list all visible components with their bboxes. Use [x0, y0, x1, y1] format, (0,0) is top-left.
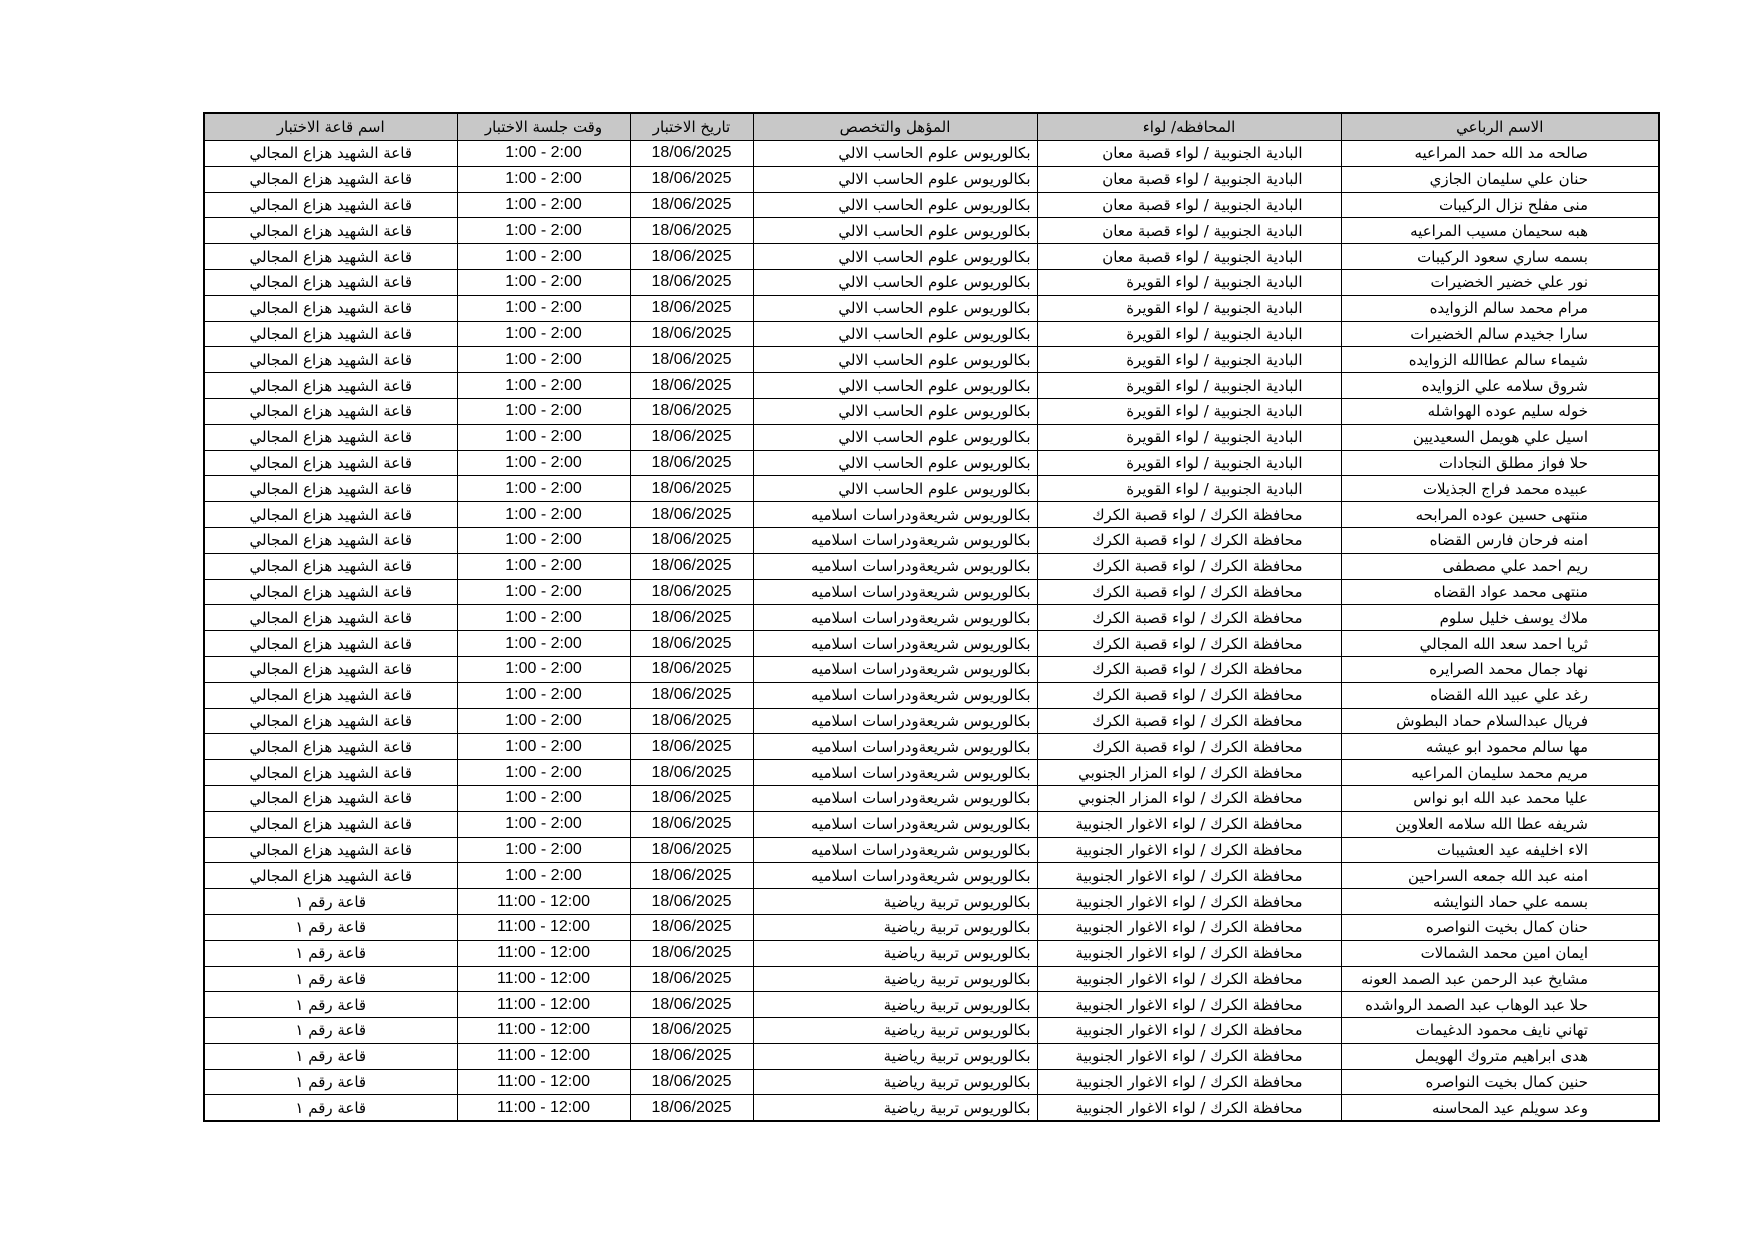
- table-row: [204, 579, 1659, 605]
- governorate-cell: محافظة الكرك / لواء الاغوار الجنوبية: [1037, 1043, 1341, 1069]
- governorate-cell: البادية الجنوبية / لواء قصبة معان: [1037, 244, 1341, 270]
- full-name-cell: وعد سويلم عيد المحاسنه: [1341, 1095, 1659, 1121]
- table-row: [204, 502, 1659, 528]
- exam-date-cell: 18/06/2025: [630, 398, 753, 424]
- exam-time-cell: 11:00 - 12:00: [457, 1018, 630, 1044]
- qualification-cell: بكالوريوس شريعةودراسات اسلاميه: [753, 734, 1037, 760]
- governorate-cell: البادية الجنوبية / لواء القويرة: [1037, 450, 1341, 476]
- governorate-cell: محافظة الكرك / لواء قصبة الكرك: [1037, 656, 1341, 682]
- qualification-cell: بكالوريوس شريعةودراسات اسلاميه: [753, 579, 1037, 605]
- exam-date-cell: 18/06/2025: [630, 579, 753, 605]
- full-name-cell: شريفه عطا الله سلامه العلاوين: [1341, 811, 1659, 837]
- qualification-cell: بكالوريوس علوم الحاسب الالي: [753, 141, 1037, 167]
- exam-time-cell: 1:00 - 2:00: [457, 476, 630, 502]
- qualification-cell: بكالوريوس علوم الحاسب الالي: [753, 476, 1037, 502]
- table-row: [204, 553, 1659, 579]
- exam-time-cell: 1:00 - 2:00: [457, 166, 630, 192]
- exam-room-cell: قاعة الشهيد هزاع المجالي: [204, 166, 457, 192]
- exam-schedule-table: [203, 112, 1660, 1122]
- exam-date-cell: 18/06/2025: [630, 889, 753, 915]
- full-name-cell: بسمه علي حماد النوايشه: [1341, 889, 1659, 915]
- table-row: [204, 192, 1659, 218]
- qualification-cell: بكالوريوس شريعةودراسات اسلاميه: [753, 837, 1037, 863]
- governorate-cell: البادية الجنوبية / لواء القويرة: [1037, 295, 1341, 321]
- full-name-cell: اسيل علي هويمل السعيديين: [1341, 424, 1659, 450]
- header-exam-time: وقت جلسة الاختبار: [457, 113, 630, 141]
- exam-time-cell: 11:00 - 12:00: [457, 914, 630, 940]
- exam-time-cell: 1:00 - 2:00: [457, 682, 630, 708]
- table-row: [204, 966, 1659, 992]
- qualification-cell: بكالوريوس تربية رياضية: [753, 1043, 1037, 1069]
- exam-date-cell: 18/06/2025: [630, 1095, 753, 1121]
- governorate-cell: محافظة الكرك / لواء قصبة الكرك: [1037, 605, 1341, 631]
- governorate-cell: محافظة الكرك / لواء الاغوار الجنوبية: [1037, 940, 1341, 966]
- qualification-cell: بكالوريوس شريعةودراسات اسلاميه: [753, 631, 1037, 657]
- qualification-cell: بكالوريوس علوم الحاسب الالي: [753, 398, 1037, 424]
- governorate-cell: البادية الجنوبية / لواء القويرة: [1037, 373, 1341, 399]
- exam-date-cell: 18/06/2025: [630, 347, 753, 373]
- exam-room-cell: قاعة الشهيد هزاع المجالي: [204, 734, 457, 760]
- full-name-cell: مها سالم محمود ابو عيشه: [1341, 734, 1659, 760]
- exam-time-cell: 1:00 - 2:00: [457, 579, 630, 605]
- exam-time-cell: 1:00 - 2:00: [457, 837, 630, 863]
- exam-date-cell: 18/06/2025: [630, 811, 753, 837]
- exam-room-cell: قاعة الشهيد هزاع المجالي: [204, 553, 457, 579]
- table-row: [204, 734, 1659, 760]
- exam-room-cell: قاعة الشهيد هزاع المجالي: [204, 863, 457, 889]
- qualification-cell: بكالوريوس علوم الحاسب الالي: [753, 450, 1037, 476]
- exam-time-cell: 11:00 - 12:00: [457, 1043, 630, 1069]
- governorate-cell: البادية الجنوبية / لواء قصبة معان: [1037, 218, 1341, 244]
- exam-date-cell: 18/06/2025: [630, 734, 753, 760]
- qualification-cell: بكالوريوس تربية رياضية: [753, 914, 1037, 940]
- governorate-cell: محافظة الكرك / لواء الاغوار الجنوبية: [1037, 837, 1341, 863]
- governorate-cell: محافظة الكرك / لواء الاغوار الجنوبية: [1037, 914, 1341, 940]
- qualification-cell: بكالوريوس علوم الحاسب الالي: [753, 218, 1037, 244]
- exam-time-cell: 11:00 - 12:00: [457, 940, 630, 966]
- full-name-cell: مشايخ عبد الرحمن عبد الصمد العونه: [1341, 966, 1659, 992]
- table-body: [204, 141, 1659, 1122]
- exam-room-cell: قاعة الشهيد هزاع المجالي: [204, 321, 457, 347]
- qualification-cell: بكالوريوس تربية رياضية: [753, 1018, 1037, 1044]
- qualification-cell: بكالوريوس علوم الحاسب الالي: [753, 373, 1037, 399]
- full-name-cell: مريم محمد سليمان المراعيه: [1341, 760, 1659, 786]
- full-name-cell: منى مفلح نزال الركيبات: [1341, 192, 1659, 218]
- governorate-cell: البادية الجنوبية / لواء قصبة معان: [1037, 141, 1341, 167]
- exam-room-cell: قاعة الشهيد هزاع المجالي: [204, 631, 457, 657]
- full-name-cell: عليا محمد عبد الله ابو نواس: [1341, 785, 1659, 811]
- qualification-cell: بكالوريوس شريعةودراسات اسلاميه: [753, 760, 1037, 786]
- full-name-cell: رغد علي عبيد الله القضاه: [1341, 682, 1659, 708]
- exam-room-cell: قاعة الشهيد هزاع المجالي: [204, 218, 457, 244]
- exam-time-cell: 1:00 - 2:00: [457, 785, 630, 811]
- exam-time-cell: 1:00 - 2:00: [457, 811, 630, 837]
- table-row: [204, 837, 1659, 863]
- table-row: [204, 914, 1659, 940]
- exam-time-cell: 1:00 - 2:00: [457, 269, 630, 295]
- table-row: [204, 269, 1659, 295]
- exam-date-cell: 18/06/2025: [630, 631, 753, 657]
- table-header-row: [204, 113, 1659, 141]
- exam-date-cell: 18/06/2025: [630, 605, 753, 631]
- governorate-cell: محافظة الكرك / لواء قصبة الكرك: [1037, 631, 1341, 657]
- exam-time-cell: 1:00 - 2:00: [457, 631, 630, 657]
- exam-date-cell: 18/06/2025: [630, 269, 753, 295]
- exam-room-cell: قاعة رقم ١: [204, 966, 457, 992]
- exam-room-cell: قاعة رقم ١: [204, 1069, 457, 1095]
- full-name-cell: ثريا احمد سعد الله المجالي: [1341, 631, 1659, 657]
- full-name-cell: مرام محمد سالم الزوايده: [1341, 295, 1659, 321]
- exam-date-cell: 18/06/2025: [630, 940, 753, 966]
- exam-time-cell: 1:00 - 2:00: [457, 424, 630, 450]
- governorate-cell: محافظة الكرك / لواء قصبة الكرك: [1037, 553, 1341, 579]
- exam-date-cell: 18/06/2025: [630, 992, 753, 1018]
- table-row: [204, 605, 1659, 631]
- table-row: [204, 295, 1659, 321]
- full-name-cell: حلا فواز مطلق النجادات: [1341, 450, 1659, 476]
- governorate-cell: البادية الجنوبية / لواء القويرة: [1037, 398, 1341, 424]
- exam-room-cell: قاعة الشهيد هزاع المجالي: [204, 579, 457, 605]
- exam-date-cell: 18/06/2025: [630, 1069, 753, 1095]
- qualification-cell: بكالوريوس تربية رياضية: [753, 1069, 1037, 1095]
- qualification-cell: بكالوريوس شريعةودراسات اسلاميه: [753, 785, 1037, 811]
- qualification-cell: بكالوريوس علوم الحاسب الالي: [753, 269, 1037, 295]
- governorate-cell: البادية الجنوبية / لواء القويرة: [1037, 269, 1341, 295]
- governorate-cell: محافظة الكرك / لواء الاغوار الجنوبية: [1037, 863, 1341, 889]
- qualification-cell: بكالوريوس شريعةودراسات اسلاميه: [753, 863, 1037, 889]
- exam-room-cell: قاعة الشهيد هزاع المجالي: [204, 682, 457, 708]
- qualification-cell: بكالوريوس تربية رياضية: [753, 940, 1037, 966]
- exam-room-cell: قاعة الشهيد هزاع المجالي: [204, 244, 457, 270]
- full-name-cell: عبيده محمد فراج الجذيلات: [1341, 476, 1659, 502]
- table-row: [204, 656, 1659, 682]
- governorate-cell: محافظة الكرك / لواء المزار الجنوبي: [1037, 760, 1341, 786]
- table-row: [204, 373, 1659, 399]
- exam-room-cell: قاعة الشهيد هزاع المجالي: [204, 141, 457, 167]
- exam-date-cell: 18/06/2025: [630, 785, 753, 811]
- exam-date-cell: 18/06/2025: [630, 708, 753, 734]
- table-row: [204, 1069, 1659, 1095]
- governorate-cell: محافظة الكرك / لواء الاغوار الجنوبية: [1037, 1018, 1341, 1044]
- full-name-cell: هدى ابراهيم متروك الهويمل: [1341, 1043, 1659, 1069]
- exam-room-cell: قاعة الشهيد هزاع المجالي: [204, 837, 457, 863]
- governorate-cell: البادية الجنوبية / لواء قصبة معان: [1037, 166, 1341, 192]
- qualification-cell: بكالوريوس شريعةودراسات اسلاميه: [753, 527, 1037, 553]
- table-row: [204, 141, 1659, 167]
- full-name-cell: تهاني نايف محمود الدغيمات: [1341, 1018, 1659, 1044]
- exam-room-cell: قاعة رقم ١: [204, 1095, 457, 1121]
- governorate-cell: محافظة الكرك / لواء قصبة الكرك: [1037, 708, 1341, 734]
- table-row: [204, 1018, 1659, 1044]
- exam-time-cell: 1:00 - 2:00: [457, 605, 630, 631]
- exam-date-cell: 18/06/2025: [630, 218, 753, 244]
- qualification-cell: بكالوريوس تربية رياضية: [753, 966, 1037, 992]
- exam-room-cell: قاعة الشهيد هزاع المجالي: [204, 424, 457, 450]
- header-governorate: المحافظه/ لواء: [1037, 113, 1341, 141]
- exam-room-cell: قاعة الشهيد هزاع المجالي: [204, 527, 457, 553]
- exam-time-cell: 11:00 - 12:00: [457, 992, 630, 1018]
- table-row: [204, 682, 1659, 708]
- table-row: [204, 708, 1659, 734]
- governorate-cell: محافظة الكرك / لواء الاغوار الجنوبية: [1037, 811, 1341, 837]
- qualification-cell: بكالوريوس علوم الحاسب الالي: [753, 192, 1037, 218]
- header-full-name: الاسم الرباعي: [1341, 113, 1659, 141]
- exam-room-cell: قاعة الشهيد هزاع المجالي: [204, 269, 457, 295]
- header-qualification: المؤهل والتخصص: [753, 113, 1037, 141]
- exam-date-cell: 18/06/2025: [630, 914, 753, 940]
- exam-date-cell: 18/06/2025: [630, 553, 753, 579]
- qualification-cell: بكالوريوس شريعةودراسات اسلاميه: [753, 708, 1037, 734]
- exam-room-cell: قاعة الشهيد هزاع المجالي: [204, 760, 457, 786]
- exam-room-cell: قاعة رقم ١: [204, 889, 457, 915]
- governorate-cell: محافظة الكرك / لواء الاغوار الجنوبية: [1037, 889, 1341, 915]
- table-row: [204, 863, 1659, 889]
- table-row: [204, 347, 1659, 373]
- governorate-cell: البادية الجنوبية / لواء قصبة معان: [1037, 192, 1341, 218]
- exam-room-cell: قاعة الشهيد هزاع المجالي: [204, 476, 457, 502]
- table-row: [204, 218, 1659, 244]
- full-name-cell: الاء اخليفه عيد العشيبات: [1341, 837, 1659, 863]
- exam-time-cell: 1:00 - 2:00: [457, 398, 630, 424]
- exam-date-cell: 18/06/2025: [630, 656, 753, 682]
- qualification-cell: بكالوريوس تربية رياضية: [753, 992, 1037, 1018]
- exam-room-cell: قاعة الشهيد هزاع المجالي: [204, 785, 457, 811]
- table-row: [204, 527, 1659, 553]
- qualification-cell: بكالوريوس تربية رياضية: [753, 1095, 1037, 1121]
- exam-time-cell: 1:00 - 2:00: [457, 527, 630, 553]
- qualification-cell: بكالوريوس شريعةودراسات اسلاميه: [753, 656, 1037, 682]
- full-name-cell: حنين كمال بخيت النواصره: [1341, 1069, 1659, 1095]
- governorate-cell: محافظة الكرك / لواء قصبة الكرك: [1037, 682, 1341, 708]
- governorate-cell: محافظة الكرك / لواء الاغوار الجنوبية: [1037, 1069, 1341, 1095]
- full-name-cell: صالحه مد الله حمد المراعيه: [1341, 141, 1659, 167]
- exam-date-cell: 18/06/2025: [630, 424, 753, 450]
- governorate-cell: محافظة الكرك / لواء الاغوار الجنوبية: [1037, 966, 1341, 992]
- exam-room-cell: قاعة الشهيد هزاع المجالي: [204, 502, 457, 528]
- full-name-cell: منتهى حسين عوده المرابحه: [1341, 502, 1659, 528]
- qualification-cell: بكالوريوس شريعةودراسات اسلاميه: [753, 605, 1037, 631]
- exam-time-cell: 1:00 - 2:00: [457, 450, 630, 476]
- exam-time-cell: 1:00 - 2:00: [457, 373, 630, 399]
- full-name-cell: ريم احمد علي مصطفى: [1341, 553, 1659, 579]
- exam-date-cell: 18/06/2025: [630, 1018, 753, 1044]
- exam-time-cell: 1:00 - 2:00: [457, 760, 630, 786]
- header-exam-room: اسم قاعة الاختبار: [204, 113, 457, 141]
- full-name-cell: سارا جخيدم سالم الخضيرات: [1341, 321, 1659, 347]
- exam-time-cell: 11:00 - 12:00: [457, 966, 630, 992]
- table-row: [204, 321, 1659, 347]
- exam-time-cell: 11:00 - 12:00: [457, 1069, 630, 1095]
- exam-date-cell: 18/06/2025: [630, 166, 753, 192]
- table-row: [204, 450, 1659, 476]
- exam-date-cell: 18/06/2025: [630, 1043, 753, 1069]
- full-name-cell: منتهى محمد عواد القضاه: [1341, 579, 1659, 605]
- qualification-cell: بكالوريوس علوم الحاسب الالي: [753, 424, 1037, 450]
- exam-date-cell: 18/06/2025: [630, 966, 753, 992]
- governorate-cell: البادية الجنوبية / لواء القويرة: [1037, 424, 1341, 450]
- full-name-cell: ايمان امين محمد الشمالات: [1341, 940, 1659, 966]
- full-name-cell: هبه سحيمان مسيب المراعيه: [1341, 218, 1659, 244]
- exam-room-cell: قاعة رقم ١: [204, 1018, 457, 1044]
- exam-date-cell: 18/06/2025: [630, 141, 753, 167]
- exam-room-cell: قاعة رقم ١: [204, 1043, 457, 1069]
- exam-date-cell: 18/06/2025: [630, 527, 753, 553]
- governorate-cell: محافظة الكرك / لواء المزار الجنوبي: [1037, 785, 1341, 811]
- exam-date-cell: 18/06/2025: [630, 244, 753, 270]
- exam-time-cell: 11:00 - 12:00: [457, 889, 630, 915]
- qualification-cell: بكالوريوس شريعةودراسات اسلاميه: [753, 811, 1037, 837]
- exam-time-cell: 1:00 - 2:00: [457, 553, 630, 579]
- full-name-cell: شروق سلامه علي الزوايده: [1341, 373, 1659, 399]
- qualification-cell: بكالوريوس علوم الحاسب الالي: [753, 166, 1037, 192]
- qualification-cell: بكالوريوس تربية رياضية: [753, 889, 1037, 915]
- table-row: [204, 992, 1659, 1018]
- exam-time-cell: 11:00 - 12:00: [457, 1095, 630, 1121]
- full-name-cell: خوله سليم عوده الهواشله: [1341, 398, 1659, 424]
- exam-room-cell: قاعة الشهيد هزاع المجالي: [204, 373, 457, 399]
- qualification-cell: بكالوريوس علوم الحاسب الالي: [753, 295, 1037, 321]
- governorate-cell: محافظة الكرك / لواء قصبة الكرك: [1037, 527, 1341, 553]
- exam-date-cell: 18/06/2025: [630, 863, 753, 889]
- exam-date-cell: 18/06/2025: [630, 192, 753, 218]
- exam-room-cell: قاعة الشهيد هزاع المجالي: [204, 708, 457, 734]
- exam-date-cell: 18/06/2025: [630, 760, 753, 786]
- table-row: [204, 476, 1659, 502]
- full-name-cell: شيماء سالم عطاالله الزوايده: [1341, 347, 1659, 373]
- table-row: [204, 1095, 1659, 1121]
- qualification-cell: بكالوريوس علوم الحاسب الالي: [753, 244, 1037, 270]
- exam-date-cell: 18/06/2025: [630, 476, 753, 502]
- governorate-cell: محافظة الكرك / لواء الاغوار الجنوبية: [1037, 1095, 1341, 1121]
- full-name-cell: حنان كمال بخيت النواصره: [1341, 914, 1659, 940]
- full-name-cell: امنه عبد الله جمعه السراحين: [1341, 863, 1659, 889]
- exam-time-cell: 1:00 - 2:00: [457, 502, 630, 528]
- exam-room-cell: قاعة رقم ١: [204, 992, 457, 1018]
- exam-room-cell: قاعة رقم ١: [204, 914, 457, 940]
- exam-time-cell: 1:00 - 2:00: [457, 244, 630, 270]
- exam-date-cell: 18/06/2025: [630, 837, 753, 863]
- governorate-cell: محافظة الكرك / لواء قصبة الكرك: [1037, 579, 1341, 605]
- governorate-cell: محافظة الكرك / لواء الاغوار الجنوبية: [1037, 992, 1341, 1018]
- exam-date-cell: 18/06/2025: [630, 373, 753, 399]
- exam-time-cell: 1:00 - 2:00: [457, 734, 630, 760]
- full-name-cell: نور علي خضير الخضيرات: [1341, 269, 1659, 295]
- table-row: [204, 1043, 1659, 1069]
- exam-room-cell: قاعة الشهيد هزاع المجالي: [204, 811, 457, 837]
- table-row: [204, 631, 1659, 657]
- table-row: [204, 785, 1659, 811]
- table-row: [204, 760, 1659, 786]
- full-name-cell: نهاد جمال محمد الصرايره: [1341, 656, 1659, 682]
- exam-time-cell: 1:00 - 2:00: [457, 656, 630, 682]
- exam-time-cell: 1:00 - 2:00: [457, 295, 630, 321]
- exam-time-cell: 1:00 - 2:00: [457, 863, 630, 889]
- exam-time-cell: 1:00 - 2:00: [457, 218, 630, 244]
- exam-room-cell: قاعة الشهيد هزاع المجالي: [204, 656, 457, 682]
- governorate-cell: محافظة الكرك / لواء قصبة الكرك: [1037, 734, 1341, 760]
- full-name-cell: امنه فرحان فارس القضاه: [1341, 527, 1659, 553]
- qualification-cell: بكالوريوس علوم الحاسب الالي: [753, 347, 1037, 373]
- exam-time-cell: 1:00 - 2:00: [457, 708, 630, 734]
- exam-time-cell: 1:00 - 2:00: [457, 192, 630, 218]
- exam-date-cell: 18/06/2025: [630, 682, 753, 708]
- governorate-cell: البادية الجنوبية / لواء القويرة: [1037, 321, 1341, 347]
- exam-room-cell: قاعة رقم ١: [204, 940, 457, 966]
- qualification-cell: بكالوريوس شريعةودراسات اسلاميه: [753, 682, 1037, 708]
- governorate-cell: البادية الجنوبية / لواء القويرة: [1037, 347, 1341, 373]
- header-exam-date: تاريخ الاختبار: [630, 113, 753, 141]
- exam-date-cell: 18/06/2025: [630, 502, 753, 528]
- table-row: [204, 424, 1659, 450]
- exam-room-cell: قاعة الشهيد هزاع المجالي: [204, 450, 457, 476]
- full-name-cell: حلا عبد الوهاب عبد الصمد الرواشده: [1341, 992, 1659, 1018]
- exam-time-cell: 1:00 - 2:00: [457, 347, 630, 373]
- full-name-cell: بسمه ساري سعود الركيبات: [1341, 244, 1659, 270]
- full-name-cell: ملاك يوسف خليل سلوم: [1341, 605, 1659, 631]
- governorate-cell: محافظة الكرك / لواء قصبة الكرك: [1037, 502, 1341, 528]
- table-row: [204, 398, 1659, 424]
- exam-room-cell: قاعة الشهيد هزاع المجالي: [204, 347, 457, 373]
- exam-room-cell: قاعة الشهيد هزاع المجالي: [204, 605, 457, 631]
- exam-room-cell: قاعة الشهيد هزاع المجالي: [204, 192, 457, 218]
- exam-date-cell: 18/06/2025: [630, 321, 753, 347]
- full-name-cell: حنان علي سليمان الجازي: [1341, 166, 1659, 192]
- exam-date-cell: 18/06/2025: [630, 295, 753, 321]
- exam-time-cell: 1:00 - 2:00: [457, 321, 630, 347]
- exam-room-cell: قاعة الشهيد هزاع المجالي: [204, 295, 457, 321]
- exam-date-cell: 18/06/2025: [630, 450, 753, 476]
- exam-room-cell: قاعة الشهيد هزاع المجالي: [204, 398, 457, 424]
- exam-time-cell: 1:00 - 2:00: [457, 141, 630, 167]
- governorate-cell: البادية الجنوبية / لواء القويرة: [1037, 476, 1341, 502]
- full-name-cell: فريال عبدالسلام حماد البطوش: [1341, 708, 1659, 734]
- table-row: [204, 811, 1659, 837]
- qualification-cell: بكالوريوس علوم الحاسب الالي: [753, 321, 1037, 347]
- qualification-cell: بكالوريوس شريعةودراسات اسلاميه: [753, 502, 1037, 528]
- table-row: [204, 166, 1659, 192]
- table-row: [204, 244, 1659, 270]
- qualification-cell: بكالوريوس شريعةودراسات اسلاميه: [753, 553, 1037, 579]
- table-row: [204, 940, 1659, 966]
- table-row: [204, 889, 1659, 915]
